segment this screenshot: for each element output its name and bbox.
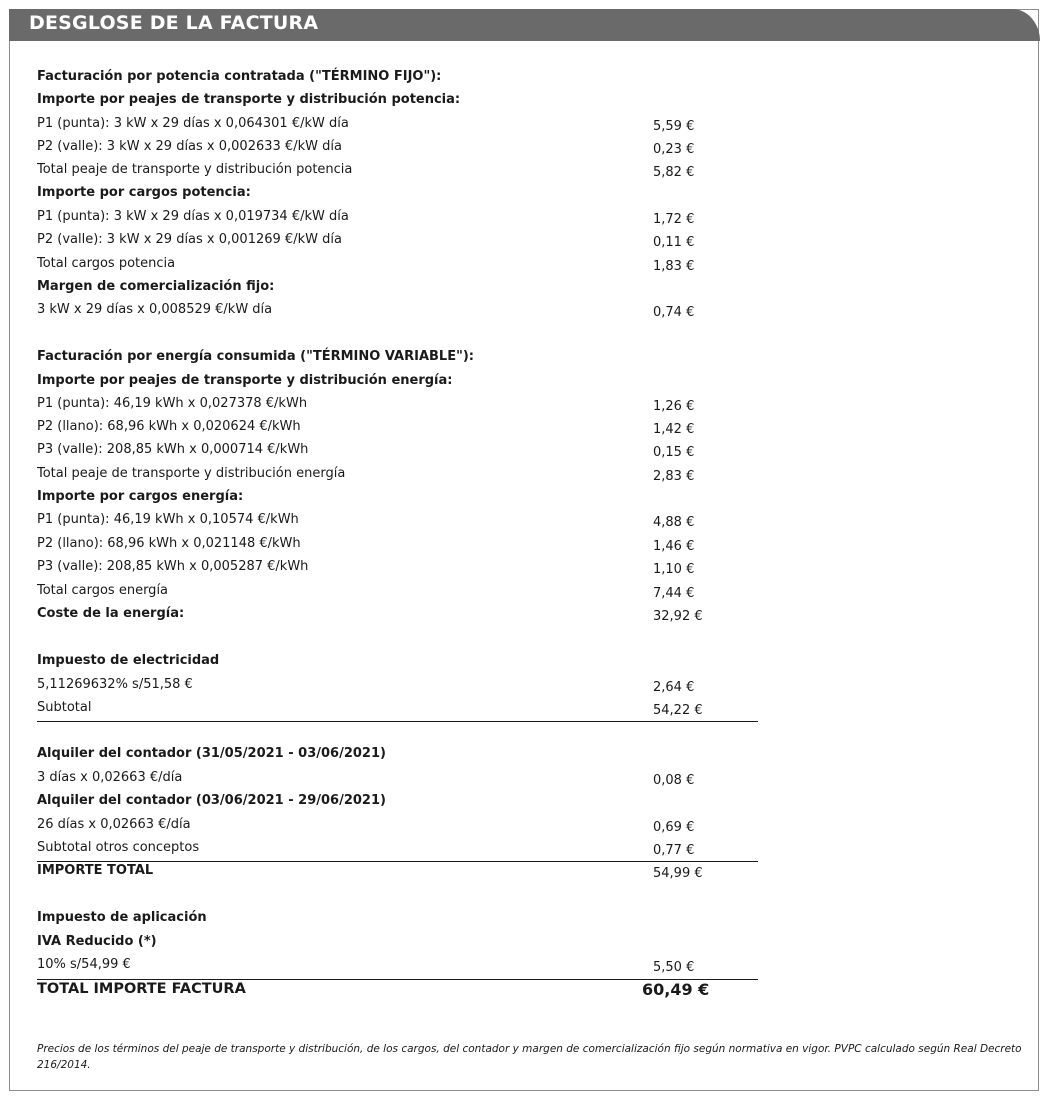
fixed-term-heading: Facturación por potencia contratada ("TÉRMINO FIJO"):: [37, 69, 442, 84]
line-label: Total peaje de transporte y distribución energía: [37, 466, 346, 481]
line-amount: 0,69 €: [653, 820, 695, 835]
electricity-tax-heading: Impuesto de electricidad: [37, 653, 220, 668]
section-title: DESGLOSE DE LA FACTURA: [29, 12, 319, 34]
variable-term-heading: Facturación por energía consumida ("TÉRMINO VARIABLE"):: [37, 349, 474, 364]
line-amount: 1,83 €: [653, 259, 695, 274]
line-amount: 2,64 €: [653, 680, 695, 695]
line-label: Total cargos energía: [37, 583, 169, 598]
power-charges-heading: Importe por cargos potencia:: [37, 185, 251, 200]
other-subtotal-label: Subtotal otros conceptos: [37, 840, 200, 855]
section-header: [9, 9, 1040, 41]
line-amount: 0,08 €: [653, 773, 695, 788]
invoice-total-amount: 60,49 €: [642, 980, 710, 999]
line-amount: 1,42 €: [653, 422, 695, 437]
line-amount: 1,26 €: [653, 399, 695, 414]
divider: [37, 721, 758, 722]
line-label: 3 días x 0,02663 €/día: [37, 770, 183, 785]
power-tolls-heading: Importe por peajes de transporte y distribución potencia:: [37, 92, 461, 107]
line-label: P1 (punta): 3 kW x 29 días x 0,064301 €/kW día: [37, 116, 349, 131]
line-label: P1 (punta): 46,19 kWh x 0,027378 €/kWh: [37, 396, 308, 411]
divider: [37, 861, 758, 862]
subtotal-amount: 54,22 €: [653, 703, 703, 718]
energy-cost-amount: 32,92 €: [653, 609, 703, 624]
line-label: P1 (punta): 46,19 kWh x 0,10574 €/kWh: [37, 512, 299, 527]
fixed-margin-heading: Margen de comercialización fijo:: [37, 279, 275, 294]
line-label: P3 (valle): 208,85 kWh x 0,000714 €/kWh: [37, 442, 309, 457]
line-amount: 0,23 €: [653, 142, 695, 157]
line-amount: 0,74 €: [653, 305, 695, 320]
line-label: P2 (llano): 68,96 kWh x 0,021148 €/kWh: [37, 536, 301, 551]
total-amount-value: 54,99 €: [653, 866, 703, 881]
invoice-total-label: TOTAL IMPORTE FACTURA: [37, 981, 246, 997]
line-label: Total cargos potencia: [37, 256, 176, 271]
line-amount: 0,15 €: [653, 445, 695, 460]
line-label: Total peaje de transporte y distribución potencia: [37, 162, 353, 177]
line-label: P2 (valle): 3 kW x 29 días x 0,001269 €/kW día: [37, 232, 342, 247]
line-label: 3 kW x 29 días x 0,008529 €/kW día: [37, 302, 273, 317]
other-subtotal-amount: 0,77 €: [653, 843, 695, 858]
energy-charges-heading: Importe por cargos energía:: [37, 489, 244, 504]
line-label: P3 (valle): 208,85 kWh x 0,005287 €/kWh: [37, 559, 309, 574]
line-label: 5,11269632% s/51,58 €: [37, 677, 193, 692]
meter-rental-heading: Alquiler del contador (31/05/2021 - 03/06/2021): [37, 746, 386, 761]
line-amount: 1,10 €: [653, 562, 695, 577]
line-amount: 5,59 €: [653, 119, 695, 134]
line-amount: 2,83 €: [653, 469, 695, 484]
applicable-tax-heading: Impuesto de aplicación: [37, 910, 207, 925]
vat-heading: IVA Reducido (*): [37, 934, 157, 949]
energy-cost-label: Coste de la energía:: [37, 606, 185, 621]
line-amount: 5,50 €: [653, 960, 695, 975]
line-amount: 4,88 €: [653, 515, 695, 530]
line-amount: 7,44 €: [653, 586, 695, 601]
line-amount: 1,46 €: [653, 539, 695, 554]
energy-tolls-heading: Importe por peajes de transporte y distribución energía:: [37, 373, 453, 388]
line-label: 10% s/54,99 €: [37, 957, 131, 972]
line-label: 26 días x 0,02663 €/día: [37, 817, 191, 832]
line-label: P2 (valle): 3 kW x 29 días x 0,002633 €/kW día: [37, 139, 342, 154]
subtotal-label: Subtotal: [37, 700, 92, 715]
footnote: Precios de los términos del peaje de transporte y distribución, de los cargos, del contador y margen de comercialización fijo según normativa en vigor. PVPC calculado según Real Decreto 216/2014.: [37, 1043, 1022, 1071]
meter-rental-heading: Alquiler del contador (03/06/2021 - 29/06/2021): [37, 793, 386, 808]
line-amount: 0,11 €: [653, 235, 695, 250]
line-amount: 1,72 €: [653, 212, 695, 227]
line-label: P1 (punta): 3 kW x 29 días x 0,019734 €/kW día: [37, 209, 349, 224]
line-label: P2 (llano): 68,96 kWh x 0,020624 €/kWh: [37, 419, 301, 434]
total-amount-label: IMPORTE TOTAL: [37, 863, 154, 878]
line-amount: 5,82 €: [653, 165, 695, 180]
